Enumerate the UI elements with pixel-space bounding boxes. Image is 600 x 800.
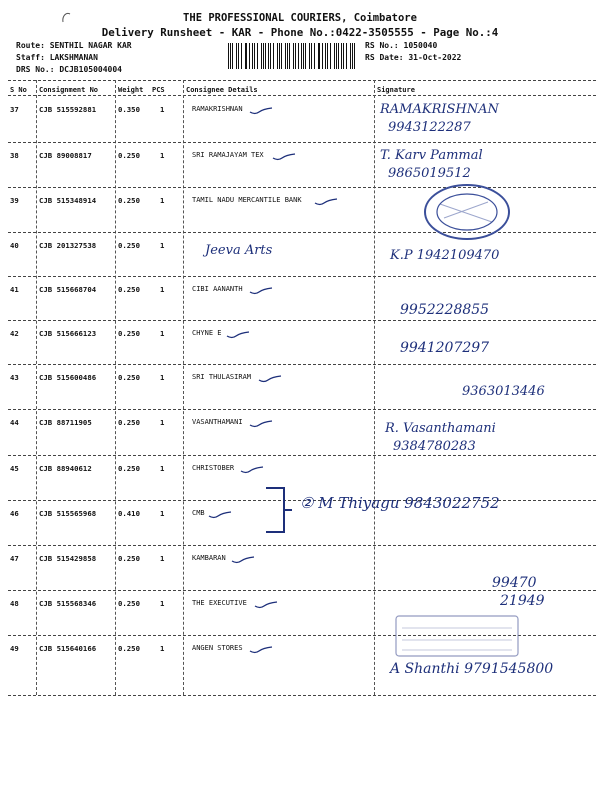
rs-number-label: RS No.: (365, 41, 399, 50)
barcode-bar (346, 43, 347, 69)
col-sno-header: S No (10, 86, 27, 94)
row-sno: 43 (10, 373, 19, 382)
row-signature: 9943122287 (388, 120, 471, 135)
row-consignee: KAMBARAN (192, 554, 226, 562)
route-value: SENTHIL NAGAR KAR (49, 41, 132, 50)
barcode (228, 43, 358, 69)
row-pcs: 1 (160, 151, 165, 160)
row-sno: 40 (10, 241, 19, 250)
rs-number-value: 1050040 (403, 41, 438, 50)
bank-stamp (422, 182, 512, 242)
row-sno: 41 (10, 285, 19, 294)
row-consignee: CIBI AANANTH (192, 285, 243, 293)
row-sno: 42 (10, 329, 19, 338)
company-name: THE PROFESSIONAL COURIERS, Coimbatore (183, 12, 417, 24)
barcode-bar (268, 43, 269, 69)
row-consignment-no: CJB 515565968 (39, 509, 97, 518)
barcode-bar (311, 43, 312, 69)
check-tick-icon (226, 330, 250, 340)
barcode-bar (281, 43, 282, 69)
row-weight: 0.250 (118, 196, 140, 205)
row-pcs: 1 (160, 196, 165, 205)
barcode-bar (301, 43, 302, 69)
row-sno: 39 (10, 196, 19, 205)
row-signature: A Shanthi 9791545800 (390, 661, 554, 677)
row-consignee-handwritten: Jeeva Arts (205, 243, 273, 258)
row-weight: 0.250 (118, 373, 140, 382)
row-divider (8, 590, 596, 591)
row-signature: 9941207297 (400, 340, 490, 356)
row-sno: 48 (10, 599, 19, 608)
row-consignment-no: CJB 88711905 (39, 418, 92, 427)
row-consignee: VASANTHAMANI (192, 418, 243, 426)
row-consignee: ANGEN STORES (192, 644, 243, 652)
row-consignee: CMB (192, 509, 205, 517)
row-consignee: RAMAKRISHNAN (192, 105, 243, 113)
row-divider (8, 142, 596, 143)
row-consignment-no: CJB 515348914 (39, 196, 97, 205)
barcode-bar (285, 43, 286, 69)
row-weight: 0.250 (118, 151, 140, 160)
col-consignee-header: Consignee Details (186, 86, 258, 94)
row-consignee: TAMIL NADU MERCANTILE BANK (192, 196, 302, 204)
pen-scribble (60, 10, 74, 24)
row-pcs: 1 (160, 554, 165, 563)
row-consignee: CHYNE E (192, 329, 222, 337)
row-consignment-no: CJB 515668704 (39, 285, 97, 294)
check-tick-icon (254, 600, 278, 610)
row-signature: T. Karv Pammal (380, 148, 483, 163)
row-pcs: 1 (160, 464, 165, 473)
row-sno: 46 (10, 509, 19, 518)
barcode-bar (254, 43, 255, 69)
row-signature: 99470 (492, 575, 537, 591)
barcode-bar (261, 43, 262, 69)
row-signature: RAMAKRISHNAN (380, 102, 499, 117)
row-signature: 21949 (500, 593, 545, 609)
check-tick-icon (208, 510, 232, 520)
col-weight-header: Weight (118, 86, 144, 94)
barcode-bar (293, 43, 294, 69)
row-signature: K.P 1942109470 (390, 248, 500, 263)
row-pcs: 1 (160, 509, 165, 518)
row-pcs: 1 (160, 105, 165, 114)
barcode-bar (245, 43, 246, 69)
row-sno: 47 (10, 554, 19, 563)
row-weight: 0.250 (118, 554, 140, 563)
barcode-bar (334, 43, 335, 69)
col-signature-header: Signature (377, 86, 415, 94)
row-weight: 0.250 (118, 241, 140, 250)
row-pcs: 1 (160, 599, 165, 608)
barcode-bar (354, 43, 355, 69)
row-pcs: 1 (160, 329, 165, 338)
row-divider (8, 695, 596, 696)
drs-label: DRS No.: (16, 65, 55, 74)
row-weight: 0.250 (118, 329, 140, 338)
rs-date-field (365, 53, 461, 62)
barcode-bar (228, 43, 229, 69)
check-tick-icon (272, 152, 296, 162)
header-bottom-rule (8, 95, 596, 96)
col-pcs-header: PCS (152, 86, 165, 94)
row-signature: R. Vasanthamani (385, 421, 496, 436)
barcode-bar (319, 43, 320, 69)
barcode-bar (241, 43, 242, 69)
barcode-bar (236, 43, 237, 69)
row-consignee: SRI RAMAJAYAM TEX (192, 151, 264, 159)
row-pcs: 1 (160, 644, 165, 653)
route-field (16, 41, 132, 50)
row-signature: 9363013446 (462, 384, 545, 399)
office-stamp (392, 610, 522, 664)
check-tick-icon (249, 419, 273, 429)
rs-number-field (365, 41, 437, 50)
bracket-note: ② M Thiyagu 9843022752 (300, 494, 500, 512)
rs-date-label: RS Date: (365, 53, 404, 62)
header-top-rule (8, 80, 596, 81)
row-divider (8, 276, 596, 277)
col-divider (36, 80, 37, 695)
staff-label: Staff: (16, 53, 45, 62)
bracket-mark (262, 484, 292, 536)
row-signature: 9952228855 (400, 302, 490, 318)
check-tick-icon (249, 106, 273, 116)
row-consignee: CHRISTOBER (192, 464, 235, 472)
row-divider (8, 364, 596, 365)
row-pcs: 1 (160, 285, 165, 294)
row-sno: 49 (10, 644, 19, 653)
row-weight: 0.250 (118, 599, 140, 608)
row-sno: 38 (10, 151, 19, 160)
check-tick-icon (258, 374, 282, 384)
check-tick-icon (240, 465, 264, 475)
row-consignee: THE EXECUTIVE (192, 599, 247, 607)
route-label: Route: (16, 41, 45, 50)
row-consignment-no: CJB 515666123 (39, 329, 97, 338)
row-signature: 9384780283 (393, 439, 476, 454)
row-consignment-no: CJB 89008817 (39, 151, 92, 160)
col-divider (183, 80, 184, 695)
row-divider (8, 455, 596, 456)
row-signature: 9865019512 (388, 166, 471, 181)
col-divider (115, 80, 116, 695)
barcode-bar (327, 43, 328, 69)
runsheet-title: Delivery Runsheet - KAR - Phone No.:0422-3505555 - Page No.:4 (101, 26, 499, 39)
col-divider (374, 80, 375, 695)
row-consignment-no: CJB 88940612 (39, 464, 92, 473)
row-weight: 0.350 (118, 105, 140, 114)
row-sno: 44 (10, 418, 19, 427)
row-sno: 37 (10, 105, 19, 114)
row-divider (8, 320, 596, 321)
row-weight: 0.250 (118, 285, 140, 294)
row-consignment-no: CJB 515592881 (39, 105, 97, 114)
row-divider (8, 545, 596, 546)
col-consignment-header: Consignment No (39, 86, 99, 94)
rs-date-value: 31-Oct-2022 (408, 53, 462, 62)
check-tick-icon (249, 645, 273, 655)
row-divider (8, 409, 596, 410)
row-pcs: 1 (160, 418, 165, 427)
row-weight: 0.250 (118, 418, 140, 427)
staff-value: LAKSHMANAN (49, 53, 98, 62)
row-pcs: 1 (160, 373, 165, 382)
row-weight: 0.250 (118, 464, 140, 473)
drs-field (16, 65, 122, 74)
row-consignment-no: CJB 515429858 (39, 554, 97, 563)
row-weight: 0.410 (118, 509, 140, 518)
drs-value: DCJB105004004 (59, 65, 122, 74)
staff-field (16, 53, 98, 62)
barcode-bar (341, 43, 342, 69)
barcode-bar (309, 43, 310, 69)
row-consignment-no: CJB 201327538 (39, 241, 97, 250)
row-sno: 45 (10, 464, 19, 473)
check-tick-icon (231, 555, 255, 565)
row-consignment-no: CJB 515568346 (39, 599, 97, 608)
row-consignment-no: CJB 515600486 (39, 373, 97, 382)
row-consignee: SRI THULASIRAM (192, 373, 252, 381)
row-pcs: 1 (160, 241, 165, 250)
check-tick-icon (314, 197, 338, 207)
row-consignment-no: CJB 515640166 (39, 644, 97, 653)
barcode-bar (273, 43, 274, 69)
check-tick-icon (249, 286, 273, 296)
row-weight: 0.250 (118, 644, 140, 653)
